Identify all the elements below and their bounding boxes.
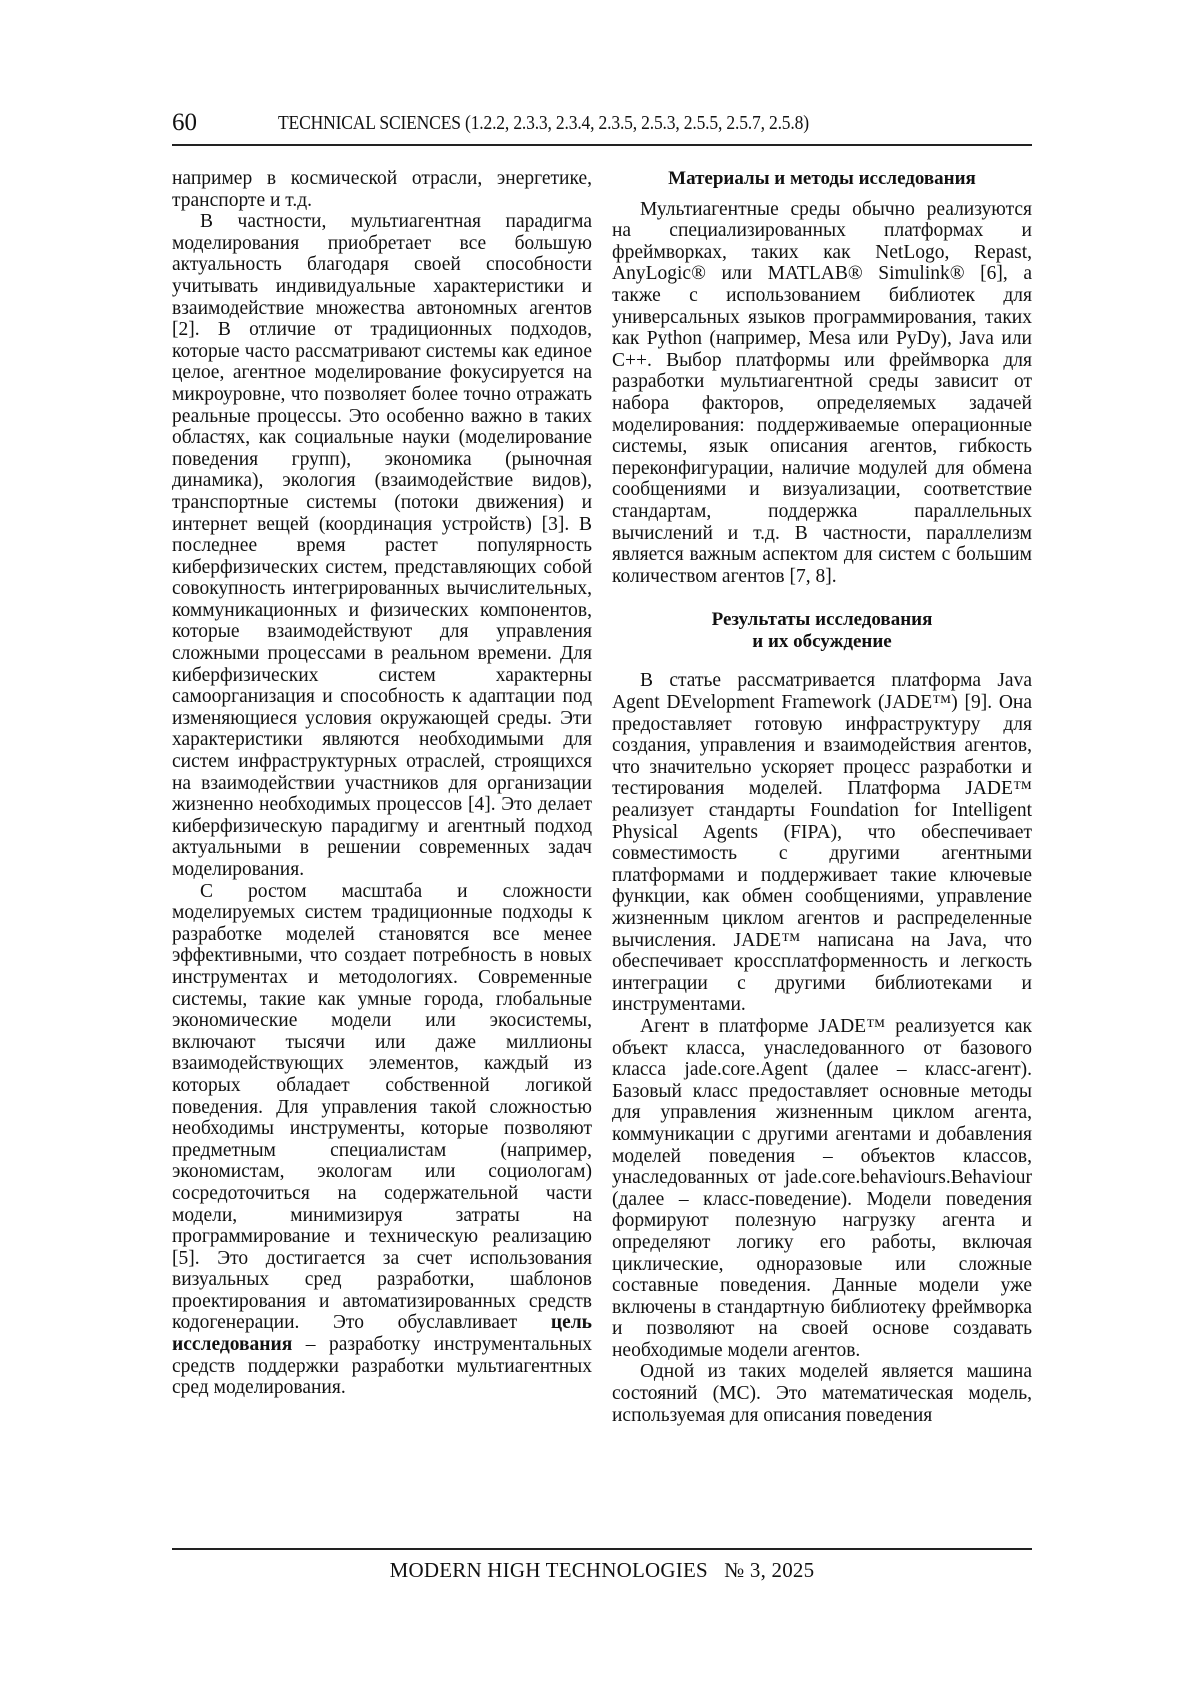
- running-footer: [172, 1548, 1032, 1584]
- journal-name: MODERN HIGH TECHNOLOGIES: [389, 1558, 708, 1582]
- issue-number: № 3, 2025: [724, 1558, 815, 1582]
- heading-line: и их обсуждение: [752, 630, 892, 652]
- paragraph-text: – разработку инструментальных средств поддержки разработки мультиагентных сред моделирования.: [172, 1334, 592, 1399]
- paragraph-research-goal: [172, 881, 592, 1399]
- paragraph: Одной из таких моделей является машина состояний (МС). Это математическая модель, используемая для описания поведения: [612, 1361, 1032, 1426]
- section-heading-methods: Материалы и методы исследования: [668, 168, 976, 189]
- left-column: [172, 168, 592, 1399]
- research-goal-term: цель исследования: [172, 1312, 592, 1356]
- paragraph: Агент в платформе JADE™ реализуется как объект класса, унаследованного от базового класса jade.core.Agent (далее – класс-агент). Базовый класс предоставляет основные методы для управления жизненным циклом агента, коммуникации с другими агентами и добавления моделей поведения – объектов классов, унаследованных от jade.core.behaviours.Behaviour (далее – класс-поведение). Модели поведения формируют полезную нагрузку агента и определяют логику его работы, включая циклические, одноразовые или сложные составные поведения. Данные модели уже включены в стандартную библиотеку фреймворка и позволяют на своей основе создавать необходимые модели агентов.: [612, 1015, 1032, 1361]
- running-header: [172, 108, 1032, 146]
- heading-line: Результаты исследования: [711, 609, 933, 631]
- paragraph: В частности, мультиагентная парадигма моделирования приобретает все большую актуальность благодаря своей способности учитывать индивидуальные характеристики и взаимодействие множества автономных агентов [2]. В отличие от традиционных подходов, которые часто рассматривают системы как единое целое, агентное моделирование фокусируется на микроуровне, что позволяет более точно отражать реальные процессы. Это особенно важно в таких областях, как социальные науки (моделирование поведения групп), экономика (рыночная динамика), экология (взаимодействие видов), транспортные системы (потоки движения) и интернет вещей (координация устройств) [3]. В последнее время растет популярность киберфизических систем, представляющих собой совокупность интегрированных вычислительных, коммуникационных и физических компонентов, которые взаимодействуют для управления сложными процессами в реальном времени. Для киберфизических систем характерны самоорганизация и способность к адаптации под изменяющиеся условия окружающей среды. Эти характеристики являются необходимыми для систем инфраструктурных отраслей, строящихся на взаимодействии участников для организации жизненно необходимых процессов [4]. Это делает киберфизическую парадигму и агентный подход актуальными в решении современных задач моделирования.: [172, 211, 592, 880]
- right-column: [612, 168, 1032, 1426]
- running-title: TECHNICAL SCIENCES (1.2.2, 2.3.3, 2.3.4, 2.3.5, 2.5.3, 2.5.5, 2.5.7, 2.5.8): [278, 113, 809, 134]
- page-number: 60: [172, 109, 197, 136]
- section-heading-results: [612, 609, 1032, 652]
- paragraph: Мультиагентные среды обычно реализуются на специализированных платформах и фреймворках, таких как NetLogo, Repast, AnyLogic® или MATLAB® Simulink® [6], а также с использованием библиотек для универсальных языков программирования, таких как Python (например, Mesa или PyDy), Java или C++. Выбор платформы или фреймворка для разработки мультиагентной среды зависит от набора факторов, определяемых задачей моделирования: поддерживаемые операционные системы, язык описания агентов, гибкость переконфигурации, наличие модулей для обмена сообщениями и визуализации, соответствие стандартам, поддержка параллельных вычислений и т.д. В частности, параллелизм является важным аспектом для систем с большим количеством агентов [7, 8].: [612, 198, 1032, 587]
- journal-info: [390, 1556, 815, 1584]
- paragraph: В статье рассматривается платформа Java Agent DEvelopment Framework (JADE™) [9]. Она предоставляет готовую инфраструктуру для создания, управления и взаимодействия агентов, что значительно ускоряет процесс разработки и тестирования моделей. Платформа JADE™ реализует стандарты Foundation for Intelligent Physical Agents (FIPA), что обеспечивает совместимость с другими агентными платформами и поддерживает такие ключевые функции, как обмен сообщениями, управление жизненным циклом агентов и распределенные вычисления. JADE™ написана на Java, что обеспечивает кроссплатформенность и легкость интеграции с другими библиотеками и инструментами.: [612, 670, 1032, 1016]
- paragraph: например в космической отрасли, энергетике, транспорте и т.д.: [172, 168, 592, 211]
- paragraph-text: С ростом масштаба и сложности моделируемых систем традиционные подходы к разработке моделей становятся все менее эффективными, что создает потребность в новых инструментах и методологиях. Современные системы, такие как умные города, глобальные экономические модели или экосистемы, включают тысячи или даже миллионы взаимодействующих элементов, каждый из которых обладает собственной логикой поведения. Для управления такой сложностью необходимы инструменты, которые позволяют предметным специалистам (например, экономистам, экологам или социологам) сосредоточиться на содержательной части модели, минимизируя затраты на программирование и техническую реализацию [5]. Это достигается за счет использования визуальных сред разработки, шаблонов проектирования и автоматизированных средств кодогенерации. Это обуславливает: [172, 880, 592, 1334]
